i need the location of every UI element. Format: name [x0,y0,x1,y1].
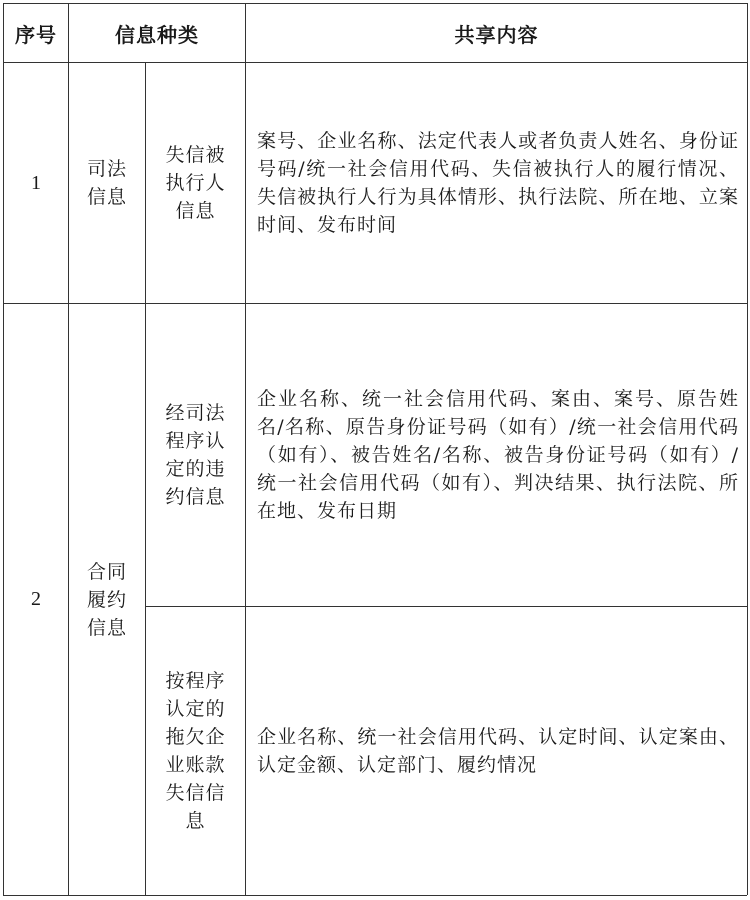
subrow-subtype [146,607,245,895]
subrow-subtype-label: 经司法程序认定的违约信息 [165,402,226,508]
header-index: 序号 [15,22,57,47]
header-content: 共享内容 [454,22,539,47]
row-content-text: 案号、企业名称、法定代表人或者负责人姓名、身份证号码/统一社会信用代码、失信被执行人的履行情况、失信被执行人行为具体情形、执行法院、所在地、立案时间、发布时间 [257,130,739,236]
row-subtype [146,63,245,303]
row-category [69,63,145,303]
subrow-content-text: 企业名称、统一社会信用代码、案由、案号、原告姓名/名称、原告身份证号码（如有）/统一社会信用代码（如有）、被告姓名/名称、被告身份证号码（如有）/统一社会信用代码（如有）、判决结果、执行法院、所在地、发布日期 [257,388,739,522]
header-category: 信息种类 [115,22,199,47]
table-border-bottom [3,895,747,896]
subrow-content-text: 企业名称、统一社会信用代码、认定时间、认定案由、认定金额、认定部门、履约情况 [257,726,739,776]
table-border-right [747,3,748,895]
row-index: 1 [31,171,41,194]
subrow-subtype-label: 按程序认定的拖欠企业账款失信信息 [165,670,226,832]
subrow-content [246,607,747,895]
row-subtype-label: 失信被执行人信息 [165,144,226,222]
row-category [69,304,145,895]
subrow-content [246,304,747,606]
row-category-label: 合同履约信息 [86,560,127,639]
row-index: 2 [31,588,41,610]
row-category-label: 司法信息 [86,158,127,208]
row-content [246,63,747,303]
subrow-subtype [146,304,245,606]
